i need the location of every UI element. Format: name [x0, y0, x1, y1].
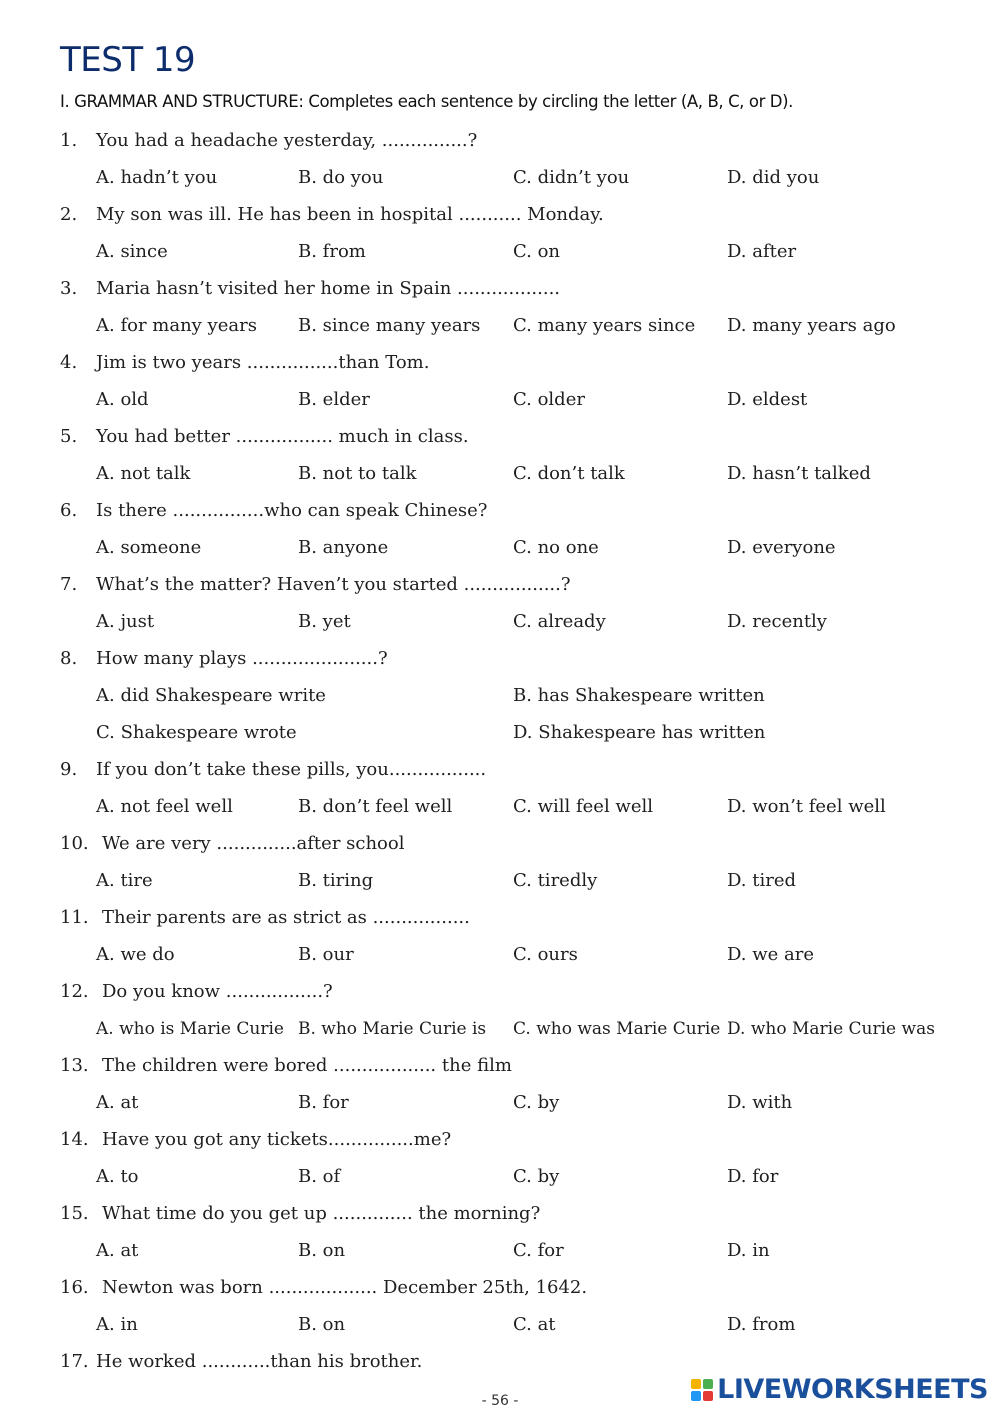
- option-a[interactable]: A. not feel well: [96, 796, 233, 817]
- option-c[interactable]: C. for: [513, 1240, 564, 1261]
- option-c[interactable]: C. many years since: [513, 315, 696, 336]
- option-d[interactable]: D. after: [727, 241, 797, 262]
- option-a[interactable]: A. at: [96, 1240, 139, 1261]
- brand-logo: [691, 1374, 988, 1405]
- option-d[interactable]: D. for: [727, 1166, 779, 1187]
- option-b[interactable]: B. tiring: [298, 870, 374, 891]
- question-stem: My son was ill. He has been in hospital ........... Monday.: [96, 204, 604, 225]
- option-a[interactable]: A. tire: [96, 870, 153, 891]
- question-stem: You had better ................. much in class.: [96, 426, 469, 447]
- option-d[interactable]: D. eldest: [727, 389, 808, 410]
- option-c[interactable]: C. will feel well: [513, 796, 653, 817]
- question-4: [60, 349, 960, 377]
- option-a[interactable]: A. we do: [96, 944, 175, 965]
- question-16: [60, 1274, 960, 1302]
- page-title: TEST 19: [60, 40, 196, 80]
- option-d[interactable]: D. who Marie Curie was: [727, 1019, 935, 1039]
- question-number: 1.: [60, 130, 78, 151]
- option-d[interactable]: D. Shakespeare has written: [513, 722, 766, 743]
- question-stem: How many plays ......................?: [96, 648, 388, 669]
- option-a[interactable]: A. did Shakespeare write: [96, 685, 326, 706]
- option-c[interactable]: C. by: [513, 1166, 560, 1187]
- option-b[interactable]: B. yet: [298, 611, 351, 632]
- question-stem: You had a headache yesterday, ...............?: [96, 130, 478, 151]
- option-a[interactable]: A. since: [96, 241, 168, 262]
- question-number: 5.: [60, 426, 78, 447]
- liveworksheets-icon: [691, 1379, 713, 1401]
- option-c[interactable]: C. tiredly: [513, 870, 598, 891]
- option-d[interactable]: D. in: [727, 1240, 770, 1261]
- question-number: 14.: [60, 1129, 89, 1150]
- brand-name: LIVEWORKSHEETS: [717, 1374, 988, 1405]
- question-stem: Their parents are as strict as .................: [102, 907, 470, 928]
- question-15: [60, 1200, 960, 1228]
- option-a[interactable]: A. just: [96, 611, 155, 632]
- question-stem: If you don’t take these pills, you.................: [96, 759, 487, 780]
- question-stem: Do you know .................?: [102, 981, 333, 1002]
- question-8: [60, 645, 960, 673]
- option-b[interactable]: B. do you: [298, 167, 384, 188]
- question-stem: Jim is two years ................than Tom.: [96, 352, 430, 373]
- option-d[interactable]: D. from: [727, 1314, 796, 1335]
- option-d[interactable]: D. many years ago: [727, 315, 896, 336]
- question-number: 11.: [60, 907, 89, 928]
- option-d[interactable]: D. tired: [727, 870, 797, 891]
- question-3: [60, 275, 960, 303]
- question-12: [60, 978, 960, 1006]
- question-number: 12.: [60, 981, 89, 1002]
- option-c[interactable]: C. don’t talk: [513, 463, 625, 484]
- option-b[interactable]: B. our: [298, 944, 354, 965]
- question-17: [60, 1348, 960, 1376]
- option-c[interactable]: C. older: [513, 389, 585, 410]
- question-number: 2.: [60, 204, 78, 225]
- option-b[interactable]: B. for: [298, 1092, 349, 1113]
- option-c[interactable]: C. already: [513, 611, 606, 632]
- question-10: [60, 830, 960, 858]
- option-d[interactable]: D. with: [727, 1092, 793, 1113]
- question-2: [60, 201, 960, 229]
- option-a[interactable]: A. in: [96, 1314, 138, 1335]
- question-stem: Newton was born ................... December 25th, 1642.: [102, 1277, 588, 1298]
- question-number: 7.: [60, 574, 78, 595]
- option-a[interactable]: A. who is Marie Curie: [96, 1019, 284, 1039]
- option-d[interactable]: D. did you: [727, 167, 820, 188]
- question-stem: He worked ............than his brother.: [96, 1351, 423, 1372]
- option-d[interactable]: D. won’t feel well: [727, 796, 886, 817]
- option-c[interactable]: C. at: [513, 1314, 556, 1335]
- question-number: 4.: [60, 352, 78, 373]
- question-14: [60, 1126, 960, 1154]
- question-13: [60, 1052, 960, 1080]
- option-c[interactable]: C. on: [513, 241, 561, 262]
- option-c[interactable]: C. Shakespeare wrote: [96, 722, 297, 743]
- question-stem: We are very ..............after school: [102, 833, 405, 854]
- question-stem: Have you got any tickets...............me?: [102, 1129, 452, 1150]
- question-stem: Maria hasn’t visited her home in Spain ..................: [96, 278, 561, 299]
- question-stem: What’s the matter? Haven’t you started .................?: [96, 574, 571, 595]
- option-c[interactable]: C. who was Marie Curie: [513, 1019, 721, 1039]
- question-1: [60, 127, 960, 155]
- question-9: [60, 756, 960, 784]
- question-number: 16.: [60, 1277, 89, 1298]
- option-a[interactable]: A. old: [96, 389, 149, 410]
- option-a[interactable]: A. not talk: [96, 463, 191, 484]
- option-d[interactable]: D. recently: [727, 611, 827, 632]
- option-c[interactable]: C. ours: [513, 944, 578, 965]
- option-c[interactable]: C. no one: [513, 537, 599, 558]
- page-number: - 56 -: [481, 1393, 519, 1409]
- question-7: [60, 571, 960, 599]
- question-stem: The children were bored .................. the film: [102, 1055, 512, 1076]
- option-b[interactable]: B. don’t feel well: [298, 796, 453, 817]
- option-a[interactable]: A. at: [96, 1092, 139, 1113]
- option-b[interactable]: B. who Marie Curie is: [298, 1019, 487, 1039]
- option-b[interactable]: B. on: [298, 1314, 346, 1335]
- option-c[interactable]: C. didn’t you: [513, 167, 630, 188]
- option-b[interactable]: B. of: [298, 1166, 341, 1187]
- option-a[interactable]: A. to: [96, 1166, 139, 1187]
- question-number: 3.: [60, 278, 78, 299]
- question-5: [60, 423, 960, 451]
- option-b[interactable]: B. has Shakespeare written: [513, 685, 765, 706]
- question-number: 9.: [60, 759, 78, 780]
- option-b[interactable]: B. on: [298, 1240, 346, 1261]
- option-a[interactable]: A. for many years: [96, 315, 257, 336]
- option-d[interactable]: D. we are: [727, 944, 815, 965]
- option-c[interactable]: C. by: [513, 1092, 560, 1113]
- option-d[interactable]: D. hasn’t talked: [727, 463, 871, 484]
- question-6: [60, 497, 960, 525]
- option-b[interactable]: B. elder: [298, 389, 370, 410]
- option-b[interactable]: B. from: [298, 241, 366, 262]
- question-number: 17.: [60, 1351, 89, 1372]
- option-a[interactable]: A. someone: [96, 537, 202, 558]
- option-a[interactable]: A. hadn’t you: [96, 167, 218, 188]
- option-b[interactable]: B. not to talk: [298, 463, 417, 484]
- option-d[interactable]: D. everyone: [727, 537, 836, 558]
- section-heading: I. GRAMMAR AND STRUCTURE: Completes each sentence by circling the letter (A, B, C, or D).: [60, 92, 793, 111]
- question-number: 8.: [60, 648, 78, 669]
- option-b[interactable]: B. anyone: [298, 537, 389, 558]
- question-number: 6.: [60, 500, 78, 521]
- question-number: 15.: [60, 1203, 89, 1224]
- question-11: [60, 904, 960, 932]
- option-b[interactable]: B. since many years: [298, 315, 481, 336]
- question-number: 13.: [60, 1055, 89, 1076]
- question-stem: Is there ................who can speak Chinese?: [96, 500, 488, 521]
- question-number: 10.: [60, 833, 89, 854]
- question-stem: What time do you get up .............. the morning?: [102, 1203, 541, 1224]
